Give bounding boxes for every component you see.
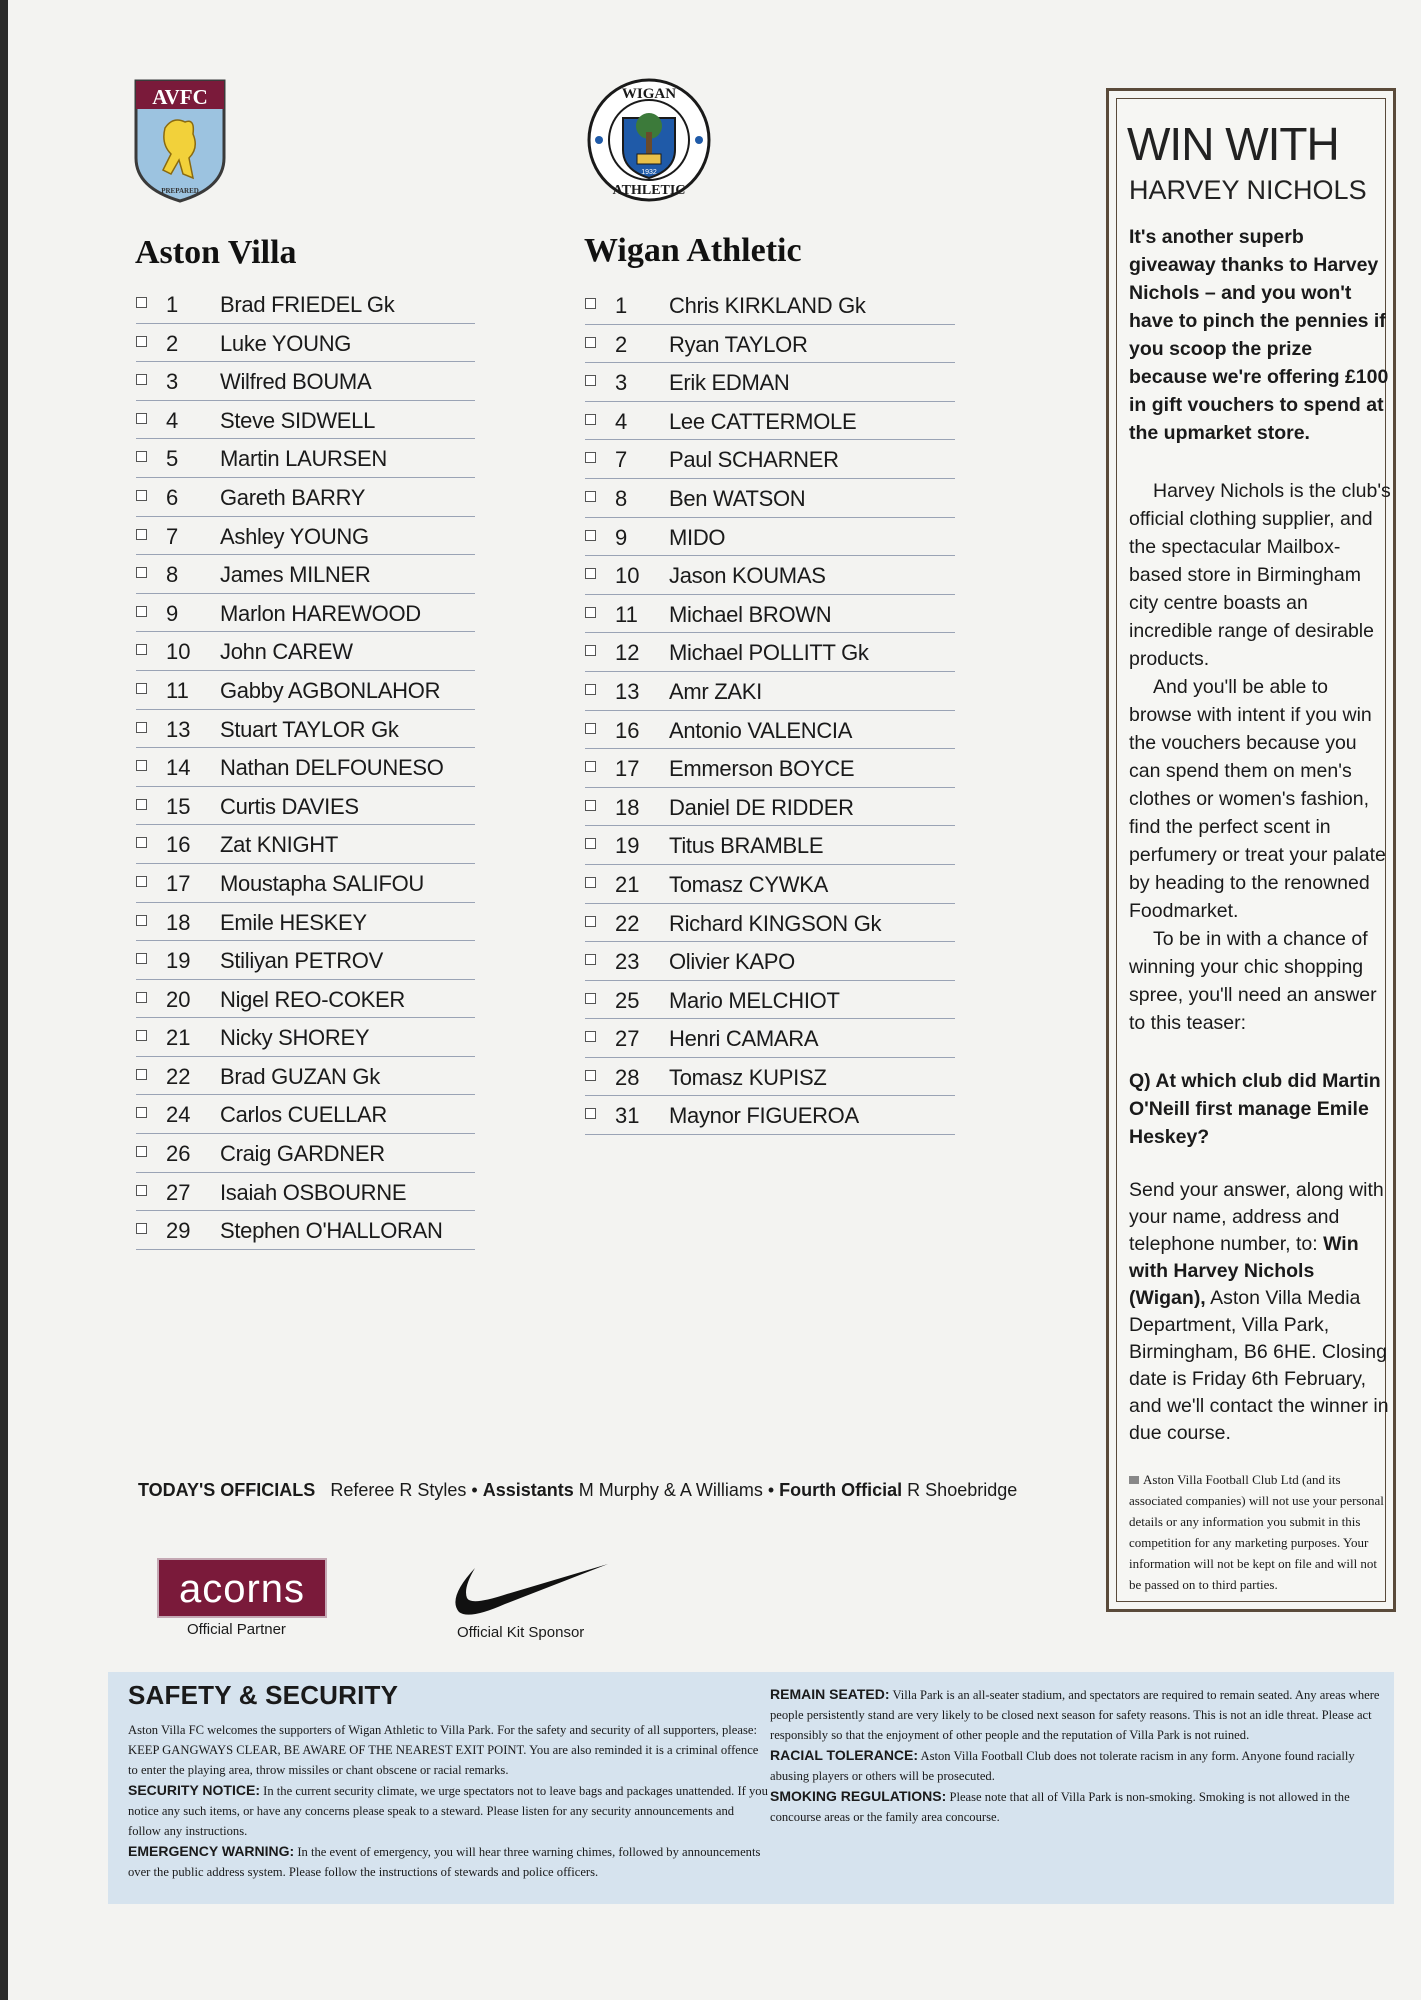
player-name: Emile HESKEY: [220, 909, 367, 935]
racial-text: Aston Villa Football Club does not tolerate racism in any form. Anyone found racially abusing players or others will be prosecuted.: [770, 1749, 1355, 1783]
tick-box[interactable]: [136, 644, 147, 655]
player-row: [136, 825, 475, 864]
tick-box[interactable]: [585, 684, 596, 695]
tick-box[interactable]: [585, 645, 596, 656]
send-address-bold: Win with Harvey Nichols (Wigan),: [1129, 1233, 1359, 1309]
player-number: 22: [615, 910, 640, 936]
prize-paragraph: To be in with a chance of winning your chic shopping spree, you'll need an answer to this teaser:: [1129, 928, 1377, 1034]
player-row: [136, 439, 475, 478]
acorns-logo: acorns: [157, 1558, 327, 1618]
player-row: [585, 1019, 955, 1058]
seated-label: REMAIN SEATED:: [770, 1686, 890, 1702]
tick-box[interactable]: [136, 837, 147, 848]
tick-box[interactable]: [136, 606, 147, 617]
tick-box[interactable]: [585, 761, 596, 772]
tick-box[interactable]: [585, 414, 596, 425]
crest-top-text: WIGAN: [621, 86, 677, 102]
player-name: Nathan DELFOUNESO: [220, 755, 444, 781]
player-name: Mario MELCHIOT: [669, 987, 840, 1013]
tick-box[interactable]: [585, 568, 596, 579]
seated-text: Villa Park is an all-seater stadium, and spectators are required to remain seated. Any areas where people persistently stand are very likely to be closed next season for safety reasons. This is not an idle threat. Please act responsibly so that the enjoyment of other people and the reputation of Villa Park is not ruined.: [770, 1688, 1380, 1742]
checkbox-icon: [1129, 1476, 1139, 1484]
tick-box[interactable]: [136, 799, 147, 810]
tick-box[interactable]: [136, 722, 147, 733]
tick-box[interactable]: [136, 1030, 147, 1041]
tick-box[interactable]: [585, 916, 596, 927]
player-number: 23: [615, 949, 640, 975]
player-row: [136, 1018, 475, 1057]
player-name: Lee CATTERMOLE: [669, 408, 857, 434]
send-intro: Send your answer, along with your name, address and telephone number, to:: [1129, 1179, 1384, 1255]
todays-officials: TODAY'S OFFICIALS Referee R Styles • Assistants M Murphy & A Williams • Fourth Official R Shoebridge: [138, 1480, 1018, 1500]
player-number: 10: [166, 639, 191, 665]
player-row: [136, 362, 475, 401]
home-squad-list: [136, 285, 475, 1250]
player-number: 17: [615, 756, 640, 782]
player-number: 19: [615, 833, 640, 859]
player-name: James MILNER: [220, 562, 371, 588]
smoking-text: Please note that all of Villa Park is non-smoking. Smoking is not allowed in the concourse areas or the family area concourse.: [770, 1790, 1350, 1824]
player-number: 15: [166, 793, 191, 819]
referee-label: Referee: [330, 1480, 395, 1500]
safety-security-panel: [108, 1672, 1394, 1904]
player-name: Chris KIRKLAND Gk: [669, 293, 866, 318]
player-row: [136, 555, 475, 594]
player-number: 11: [615, 601, 638, 627]
player-name: Brad GUZAN Gk: [220, 1063, 380, 1089]
player-name: Wilfred BOUMA: [220, 369, 372, 395]
player-row: [136, 787, 475, 826]
closing-date: Closing date is Friday 6th February, and we'll contact the winner in due course.: [1129, 1341, 1389, 1444]
tick-box[interactable]: [136, 876, 147, 887]
player-row: [136, 632, 475, 671]
player-name: MIDO: [669, 524, 726, 550]
player-name: Carlos CUELLAR: [220, 1102, 387, 1128]
player-number: 16: [166, 832, 191, 858]
player-number: 6: [166, 484, 179, 510]
tick-box[interactable]: [136, 529, 147, 540]
tick-box[interactable]: [585, 877, 596, 888]
player-number: 29: [166, 1218, 191, 1244]
prize-heading: WIN WITH: [1127, 118, 1339, 170]
player-name: Antonio VALENCIA: [669, 717, 853, 743]
player-number: 25: [615, 987, 640, 1013]
tick-box[interactable]: [136, 567, 147, 578]
player-number: 24: [166, 1102, 191, 1128]
player-row: [136, 748, 475, 787]
tick-box[interactable]: [585, 954, 596, 965]
player-row: [585, 672, 955, 711]
player-number: 4: [166, 407, 179, 433]
tick-box[interactable]: [136, 992, 147, 1003]
tick-box[interactable]: [585, 1070, 596, 1081]
referee-name: R Styles: [399, 1480, 467, 1500]
page-edge: [0, 0, 8, 2000]
tick-box[interactable]: [136, 915, 147, 926]
tick-box[interactable]: [136, 1185, 147, 1196]
tick-box[interactable]: [585, 607, 596, 618]
player-name: Daniel DE RIDDER: [669, 794, 854, 820]
tick-box[interactable]: [136, 490, 147, 501]
player-row: [136, 401, 475, 440]
security-text: In the current security climate, we urge spectators not to leave bags and packages unattended. If you notice any such items, or have any concerns please speak to a steward. Please listen for any security announcements and follow any instructions.: [128, 1784, 768, 1838]
player-number: 21: [615, 871, 640, 897]
player-row: [585, 479, 955, 518]
crest-bottom-text: ATHLETIC: [612, 183, 686, 198]
player-row: [136, 671, 475, 710]
player-row: [136, 324, 475, 363]
wigan-athletic-crest: [585, 78, 713, 202]
away-team-title: Wigan Athletic: [584, 232, 802, 269]
tick-box[interactable]: [136, 1069, 147, 1080]
prize-subheading: HARVEY NICHOLS: [1129, 175, 1367, 205]
emergency-label: EMERGENCY WARNING:: [128, 1843, 295, 1859]
safety-intro: Aston Villa FC welcomes the supporters of Wigan Athletic to Villa Park. For the safety and security of all supporters, please: KEEP GANGWAYS CLEAR, BE AWARE OF THE NEAREST EXIT POINT. You are also reminded it is a criminal offence to enter the playing area, throw missiles or chant obscene or racial remarks.: [128, 1723, 759, 1777]
emergency-text: In the event of emergency, you will hear three warning chimes, followed by announcements over the public address system. Please follow the instructions of stewards and police officers.: [128, 1845, 761, 1879]
player-name: Amr ZAKI: [669, 678, 762, 704]
prize-paragraph: And you'll be able to browse with intent if you win the vouchers because you can spend them on men's clothes or women's fashion, find the perfect scent in perfumery or treat your palate by heading to the renowned Foodmarket.: [1129, 676, 1386, 922]
player-number: 9: [615, 524, 628, 550]
player-number: 13: [166, 716, 191, 742]
player-row: [585, 1058, 955, 1097]
player-name: Jason KOUMAS: [669, 563, 826, 589]
tick-box[interactable]: [585, 337, 596, 348]
player-number: 3: [615, 370, 628, 396]
player-number: 13: [615, 678, 640, 704]
tick-box[interactable]: [585, 993, 596, 1004]
player-number: 4: [615, 408, 628, 434]
player-number: 22: [166, 1063, 191, 1089]
player-name: Tomasz KUPISZ: [669, 1064, 827, 1090]
player-name: Olivier KAPO: [669, 949, 795, 975]
player-row: [136, 1057, 475, 1096]
player-number: 8: [166, 562, 179, 588]
player-number: 17: [166, 870, 191, 896]
player-row: [585, 440, 955, 479]
nike-swoosh-icon: [445, 1560, 610, 1618]
prize-body: [1129, 477, 1391, 1037]
player-number: 2: [615, 331, 628, 357]
player-number: 31: [615, 1103, 640, 1129]
player-name: Moustapha SALIFOU: [220, 870, 424, 896]
player-name: Richard KINGSON Gk: [669, 910, 882, 936]
player-row: [585, 981, 955, 1020]
tick-box[interactable]: [585, 1108, 596, 1119]
tick-box[interactable]: [585, 491, 596, 502]
player-row: [585, 788, 955, 827]
kit-sponsor-caption: Official Kit Sponsor: [457, 1624, 585, 1641]
player-number: 9: [166, 600, 179, 626]
send-address: Aston Villa Media Department, Villa Park, Birmingham, B6 6HE.: [1129, 1287, 1361, 1363]
player-number: 10: [615, 563, 640, 589]
tick-box[interactable]: [585, 1031, 596, 1042]
crest-year: 1932: [641, 169, 657, 176]
prize-lead: It's another superb giveaway thanks to Harvey Nichols – and you won't have to pinch the pennies if you scoop the prize because we're offering £100 in gift vouchers to spend at the upmarket store.: [1129, 226, 1389, 444]
security-label: SECURITY NOTICE:: [128, 1782, 260, 1798]
tick-box[interactable]: [585, 838, 596, 849]
player-name: Brad FRIEDEL Gk: [220, 292, 395, 317]
player-number: 11: [166, 677, 189, 703]
player-row: [136, 478, 475, 517]
player-name: Stephen O'HALLORAN: [220, 1218, 443, 1244]
player-name: Ashley YOUNG: [220, 523, 369, 549]
player-row: [585, 325, 955, 364]
tick-box[interactable]: [136, 374, 147, 385]
assistants-names: M Murphy & A Williams: [578, 1480, 763, 1500]
player-number: 16: [615, 717, 640, 743]
player-name: Isaiah OSBOURNE: [220, 1179, 407, 1205]
player-name: Titus BRAMBLE: [669, 833, 824, 859]
player-name: Luke YOUNG: [220, 330, 352, 356]
tick-box[interactable]: [585, 452, 596, 463]
player-name: Nigel REO-COKER: [220, 986, 405, 1012]
player-row: [136, 864, 475, 903]
player-name: Tomasz CYWKA: [669, 871, 828, 897]
player-name: Paul SCHARNER: [669, 447, 839, 473]
player-row: [136, 903, 475, 942]
racial-label: RACIAL TOLERANCE:: [770, 1747, 919, 1763]
player-name: Maynor FIGUEROA: [669, 1103, 859, 1129]
player-name: Emmerson BOYCE: [669, 756, 855, 782]
player-number: 2: [166, 330, 179, 356]
player-name: Craig GARDNER: [220, 1141, 385, 1167]
player-row: [585, 711, 955, 750]
player-number: 5: [166, 446, 179, 472]
player-number: 12: [615, 640, 640, 666]
player-number: 27: [615, 1026, 640, 1052]
prize-panel: [1106, 88, 1396, 1612]
prize-send-instructions: [1129, 1177, 1391, 1447]
player-name: Zat KNIGHT: [220, 832, 339, 858]
prize-paragraph: Harvey Nichols is the club's official clothing supplier, and the spectacular Mailbox-based store in Birmingham city centre boasts an incredible range of desirable products.: [1129, 480, 1391, 670]
tick-box[interactable]: [585, 375, 596, 386]
player-name: Steve SIDWELL: [220, 407, 376, 433]
player-row: [585, 904, 955, 943]
assistants-label: Assistants: [482, 1480, 574, 1500]
player-row: [136, 517, 475, 556]
player-number: 1: [166, 292, 179, 317]
player-number: 28: [615, 1064, 640, 1090]
player-row: [585, 556, 955, 595]
player-name: Gareth BARRY: [220, 484, 366, 510]
tick-box[interactable]: [136, 297, 147, 308]
tick-box[interactable]: [136, 683, 147, 694]
player-row: [136, 710, 475, 749]
player-number: 18: [166, 909, 191, 935]
player-name: Martin LAURSEN: [220, 446, 387, 472]
player-number: 21: [166, 1025, 191, 1051]
player-name: Marlon HAREWOOD: [220, 600, 421, 626]
tick-box[interactable]: [136, 760, 147, 771]
home-team-title: Aston Villa: [135, 234, 297, 271]
tick-box[interactable]: [136, 1146, 147, 1157]
player-row: [585, 363, 955, 402]
tick-box[interactable]: [585, 530, 596, 541]
player-row: [585, 749, 955, 788]
crest-motto: PREPARED: [161, 187, 199, 195]
player-number: 19: [166, 948, 191, 974]
away-squad-list: [585, 286, 955, 1135]
player-name: Michael POLLITT Gk: [669, 640, 869, 666]
player-number: 7: [166, 523, 179, 549]
player-row: [585, 402, 955, 441]
player-name: Gabby AGBONLAHOR: [220, 677, 441, 703]
player-row: [585, 633, 955, 672]
prize-disclaimer: [1129, 1469, 1391, 1595]
player-name: Michael BROWN: [669, 601, 832, 627]
player-number: 18: [615, 794, 640, 820]
player-row: [136, 1211, 475, 1250]
safety-left-column: [128, 1720, 768, 1882]
player-row: [136, 1134, 475, 1173]
partner-caption: Official Partner: [187, 1621, 286, 1638]
tick-box[interactable]: [136, 1223, 147, 1234]
tick-box[interactable]: [136, 953, 147, 964]
tick-box[interactable]: [585, 298, 596, 309]
disclaimer-text: Aston Villa Football Club Ltd (and its associated companies) will not use your personal details or any information you submit in this competition for any marketing purposes. Your information will not be kept on file and will not be passed on to third parties.: [1129, 1472, 1384, 1592]
officials-label: TODAY'S OFFICIALS: [138, 1480, 316, 1500]
player-name: Henri CAMARA: [669, 1026, 819, 1052]
player-row: [585, 1096, 955, 1135]
player-row: [585, 595, 955, 634]
player-number: 3: [166, 369, 179, 395]
tick-box[interactable]: [136, 413, 147, 424]
player-row: [585, 826, 955, 865]
tick-box[interactable]: [136, 451, 147, 462]
player-row: [585, 942, 955, 981]
player-name: Curtis DAVIES: [220, 793, 359, 819]
tick-box[interactable]: [585, 723, 596, 734]
player-name: Erik EDMAN: [669, 370, 790, 396]
crest-text: AVFC: [152, 85, 208, 109]
player-name: John CAREW: [220, 639, 353, 665]
safety-right-column: [770, 1684, 1380, 1827]
player-row: [136, 941, 475, 980]
player-row: [136, 1173, 475, 1212]
player-name: Stiliyan PETROV: [220, 948, 383, 974]
player-row: [585, 865, 955, 904]
player-row: [136, 285, 475, 324]
fourth-official-name: R Shoebridge: [907, 1480, 1018, 1500]
player-row: [585, 286, 955, 325]
player-name: Ryan TAYLOR: [669, 331, 808, 357]
player-name: Stuart TAYLOR Gk: [220, 716, 399, 742]
player-number: 8: [615, 485, 628, 511]
aston-villa-crest: [133, 78, 227, 204]
smoking-label: SMOKING REGULATIONS:: [770, 1788, 947, 1804]
player-row: [136, 1095, 475, 1134]
prize-question: Q) At which club did Martin O'Neill first manage Emile Heskey?: [1129, 1070, 1381, 1148]
player-number: 26: [166, 1141, 191, 1167]
player-row: [585, 518, 955, 557]
player-number: 1: [615, 293, 628, 318]
player-number: 14: [166, 755, 191, 781]
player-name: Ben WATSON: [669, 485, 806, 511]
tick-box[interactable]: [136, 1107, 147, 1118]
player-row: [136, 594, 475, 633]
safety-title: SAFETY & SECURITY: [128, 1680, 399, 1710]
tick-box[interactable]: [136, 336, 147, 347]
player-number: 27: [166, 1179, 191, 1205]
fourth-official-label: Fourth Official: [779, 1480, 903, 1500]
player-row: [136, 980, 475, 1019]
tick-box[interactable]: [585, 800, 596, 811]
player-number: 7: [615, 447, 628, 473]
player-number: 20: [166, 986, 191, 1012]
player-name: Nicky SHOREY: [220, 1025, 370, 1051]
